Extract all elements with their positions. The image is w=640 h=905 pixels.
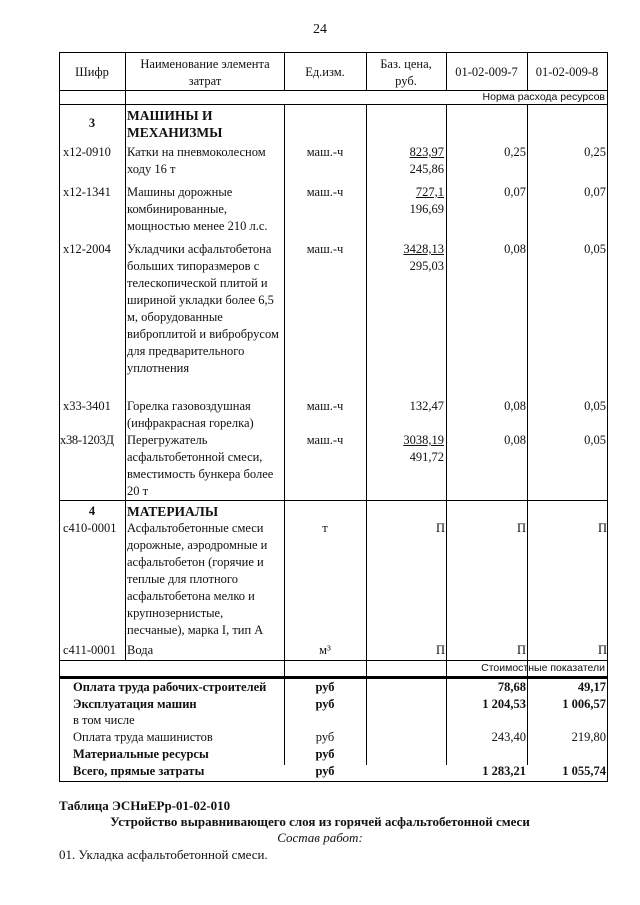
row-unit: т <box>322 521 328 535</box>
row-value-col2: 0,25 <box>584 145 606 159</box>
row-name: Катки на пневмоколесном ходу 16 т <box>127 145 266 176</box>
total-label: Материальные ресурсы <box>73 747 209 761</box>
total-value-col2: 1 055,74 <box>562 764 606 778</box>
row-price: 3428,13 <box>403 242 444 256</box>
row-price: 3038,19 <box>403 433 444 447</box>
total-label: в том числе <box>73 713 135 727</box>
row-name: Укладчики асфальтобетона больших типоразмеров с телескопической плитой и шириной укладки более 6,5 м, оборудованные виброплитой и вибробрусом для предварительного уплотнения <box>127 242 279 375</box>
row-unit: маш.-ч <box>306 145 344 159</box>
total-value-col2: 49,17 <box>577 680 606 694</box>
total-label: Эксплуатация машин <box>73 697 197 711</box>
row-value-col1: 0,08 <box>504 242 526 256</box>
total-label: Оплата труда машинистов <box>73 730 213 744</box>
row-unit: м³ <box>319 643 331 657</box>
total-value-col1: 243,40 <box>491 730 526 744</box>
row-value-col2: 0,05 <box>584 242 606 256</box>
row-price-secondary: 491,72 <box>409 450 444 464</box>
section-title-materials: МАТЕРИАЛЫ <box>127 504 219 519</box>
row-price-secondary: 196,69 <box>409 202 444 216</box>
row-name: Вода <box>127 643 154 657</box>
row-code: с410-0001 <box>63 521 117 535</box>
row-price: 823,97 <box>409 145 444 159</box>
row-value-col2: П <box>597 521 607 535</box>
row-unit: маш.-ч <box>306 242 344 256</box>
table-title: Таблица ЭСНиЕРр-01-02-010 <box>59 798 231 813</box>
total-unit: руб <box>315 680 335 694</box>
row-unit: маш.-ч <box>306 433 344 447</box>
work-item: 01. Укладка асфальтобетонной смеси. <box>59 847 268 862</box>
row-code: с411-0001 <box>63 643 116 657</box>
row-code: х12-2004 <box>63 242 111 256</box>
total-value-col1: 1 204,53 <box>482 697 526 711</box>
total-unit: руб <box>315 747 335 761</box>
total-value-col2: 1 006,57 <box>562 697 606 711</box>
cost-caption: Стоимостные показатели <box>481 662 605 674</box>
row-value-col1: 0,07 <box>504 185 526 199</box>
row-unit: маш.-ч <box>306 399 344 413</box>
total-unit: руб <box>315 764 335 778</box>
row-name: Асфальтобетонные смеси дорожные, аэродромные и асфальтобетон (горячие и теплые для плотного асфальтобетона мелко и крупнозернистые, песчаные), марка I, тип А <box>127 521 268 637</box>
header-col1: 01-02-009-7 <box>455 65 518 79</box>
total-label: Оплата труда рабочих-строителей <box>73 680 267 694</box>
row-price-secondary: 245,86 <box>409 162 444 176</box>
row-price: 727,1 <box>415 185 444 199</box>
row-value-col2: 0,05 <box>584 433 606 447</box>
section-num-materials: 4 <box>88 504 96 518</box>
row-unit: маш.-ч <box>306 185 344 199</box>
row-value-col2: 0,05 <box>584 399 606 413</box>
header-price: Баз. цена, руб. <box>380 57 432 88</box>
row-value-col1: 0,08 <box>504 399 526 413</box>
section-title-machines: МАШИНЫ И МЕХАНИЗМЫ <box>127 108 223 140</box>
header-unit: Ед.изм. <box>305 65 345 79</box>
total-value-col1: 1 283,21 <box>482 764 526 778</box>
total-value-col1: 78,68 <box>497 680 526 694</box>
total-unit: руб <box>315 697 335 711</box>
header-code: Шифр <box>75 65 109 79</box>
page-number: 24 <box>313 22 327 37</box>
row-value-col1: П <box>516 643 526 657</box>
row-code: х12-0910 <box>63 145 111 159</box>
row-value-col2: 0,07 <box>584 185 606 199</box>
work-heading: Состав работ: <box>277 830 363 845</box>
row-value-col1: 0,25 <box>504 145 526 159</box>
row-name: Машины дорожные комбинированные, мощностью менее 210 л.с. <box>127 185 268 233</box>
row-name: Перегружатель асфальтобетонной смеси, вместимость бункера более 20 т <box>127 433 274 498</box>
norm-caption: Норма расхода ресурсов <box>482 91 605 103</box>
table-subtitle: Устройство выравнивающего слоя из горячей асфальтобетонной смеси <box>110 814 530 829</box>
total-unit: руб <box>315 730 335 744</box>
row-value-col2: П <box>597 643 607 657</box>
total-value-col2: 219,80 <box>571 730 606 744</box>
total-label: Всего, прямые затраты <box>73 764 205 778</box>
row-price: 132,47 <box>409 399 444 413</box>
row-price: П <box>435 521 445 535</box>
header-name: Наименование элемента затрат <box>140 57 270 88</box>
section-num-machines: 3 <box>88 116 96 130</box>
row-value-col1: П <box>516 521 526 535</box>
row-price-secondary: 295,03 <box>409 259 444 273</box>
row-code: х38-1203Д <box>60 433 114 447</box>
row-value-col1: 0,08 <box>504 433 526 447</box>
row-code: х12-1341 <box>63 185 111 199</box>
row-code: х33-3401 <box>63 399 111 413</box>
header-col2: 01-02-009-8 <box>535 65 599 79</box>
resource-table <box>59 52 608 782</box>
row-name: Горелка газовоздушная (инфракрасная горелка) <box>127 399 254 430</box>
row-price: П <box>435 643 445 657</box>
